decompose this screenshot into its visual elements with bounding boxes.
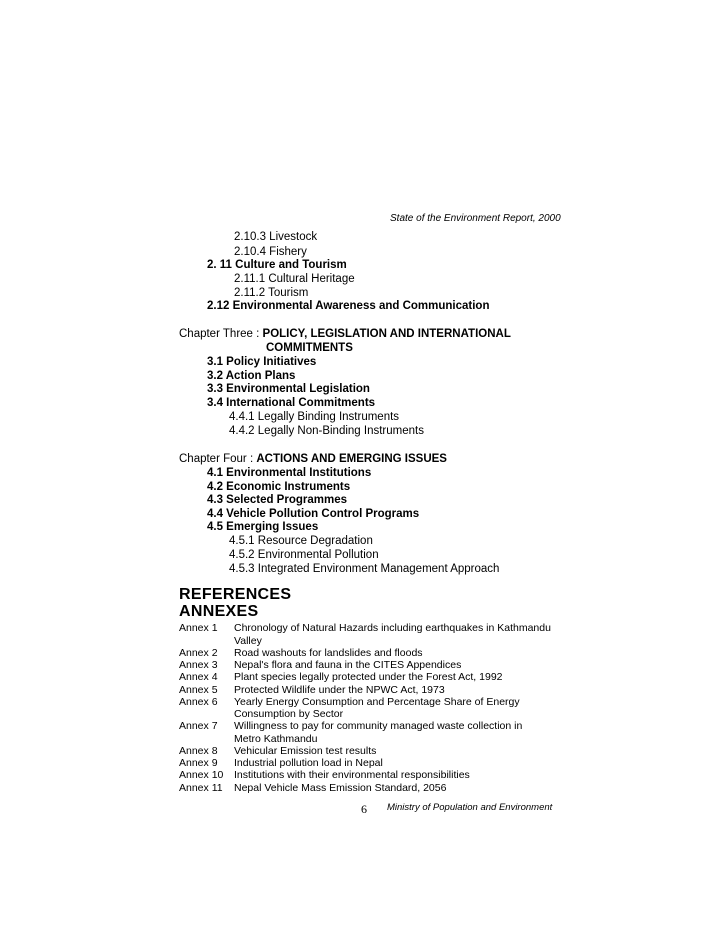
toc-section: 2.12 Environmental Awareness and Communication — [207, 300, 490, 312]
page-number: 6 — [361, 802, 367, 816]
annex-number: Annex 3 — [179, 659, 218, 671]
chapter-title-cont: COMMITMENTS — [266, 342, 353, 354]
toc-section: 4.2 Economic Instruments — [207, 481, 351, 493]
annex-number: Annex 8 — [179, 745, 218, 757]
chapter-heading — [179, 452, 447, 466]
running-footer: Ministry of Population and Environment — [387, 802, 553, 813]
running-header: State of the Environment Report, 2000 — [390, 213, 561, 224]
annex-title: Plant species legally protected under the Forest Act, 1992 — [234, 671, 503, 683]
annex-title: Road washouts for landslides and floods — [234, 647, 423, 659]
annex-title: Institutions with their environmental responsibilities — [234, 769, 470, 781]
toc-entry: 2.11.1 Cultural Heritage — [234, 273, 355, 285]
toc-entry: 4.5.2 Environmental Pollution — [229, 549, 379, 561]
toc-entry: 2.10.3 Livestock — [234, 231, 318, 243]
chapter-title: POLICY, LEGISLATION AND INTERNATIONAL — [262, 328, 511, 340]
toc-section: 3.1 Policy Initiatives — [207, 356, 317, 368]
annexes-heading: ANNEXES — [179, 603, 259, 620]
toc-section: 2. 11 Culture and Tourism — [207, 259, 347, 271]
toc-section: 3.2 Action Plans — [207, 370, 296, 382]
annex-number: Annex 1 — [179, 622, 218, 634]
annex-number: Annex 2 — [179, 647, 218, 659]
annex-title: Willingness to pay for community managed waste collection in — [234, 720, 523, 732]
toc-section: 4.3 Selected Programmes — [207, 494, 347, 506]
toc-section: 4.4 Vehicle Pollution Control Programs — [207, 508, 420, 520]
toc-entry: 2.11.2 Tourism — [234, 287, 309, 299]
chapter-prefix: Chapter Three : — [179, 328, 263, 340]
annex-title-cont: Consumption by Sector — [234, 708, 344, 720]
annex-title: Industrial pollution load in Nepal — [234, 757, 383, 769]
chapter-title: ACTIONS AND EMERGING ISSUES — [256, 453, 447, 465]
toc-entry: 4.4.1 Legally Binding Instruments — [229, 411, 400, 423]
annex-title: Chronology of Natural Hazards including earthquakes in Kathmandu — [234, 622, 551, 634]
annex-number: Annex 11 — [179, 782, 223, 794]
annex-title: Nepal's flora and fauna in the CITES Appendices — [234, 659, 462, 671]
annex-number: Annex 4 — [179, 671, 218, 683]
chapter-heading — [179, 327, 511, 341]
annex-title-cont: Valley — [234, 635, 262, 647]
toc-entry: 4.5.1 Resource Degradation — [229, 535, 373, 547]
annex-number: Annex 5 — [179, 684, 218, 696]
toc-entry: 4.5.3 Integrated Environment Management Approach — [229, 563, 500, 575]
annex-number: Annex 7 — [179, 720, 218, 732]
annex-number: Annex 9 — [179, 757, 218, 769]
annex-title: Yearly Energy Consumption and Percentage Share of Energy — [234, 696, 520, 708]
annex-title: Nepal Vehicle Mass Emission Standard, 2056 — [234, 782, 447, 794]
annex-number: Annex 6 — [179, 696, 218, 708]
toc-entry: 4.4.2 Legally Non-Binding Instruments — [229, 425, 424, 437]
references-heading: REFERENCES — [179, 586, 292, 603]
toc-section: 3.4 International Commitments — [207, 397, 376, 409]
annex-number: Annex 10 — [179, 769, 224, 781]
toc-section: 3.3 Environmental Legislation — [207, 383, 370, 395]
chapter-prefix: Chapter Four : — [179, 453, 257, 465]
annex-title: Vehicular Emission test results — [234, 745, 377, 757]
annex-title: Protected Wildlife under the NPWC Act, 1973 — [234, 684, 445, 696]
toc-entry: 2.10.4 Fishery — [234, 246, 307, 258]
annex-title-cont: Metro Kathmandu — [234, 733, 318, 745]
toc-section: 4.5 Emerging Issues — [207, 521, 319, 533]
toc-section: 4.1 Environmental Institutions — [207, 467, 372, 479]
